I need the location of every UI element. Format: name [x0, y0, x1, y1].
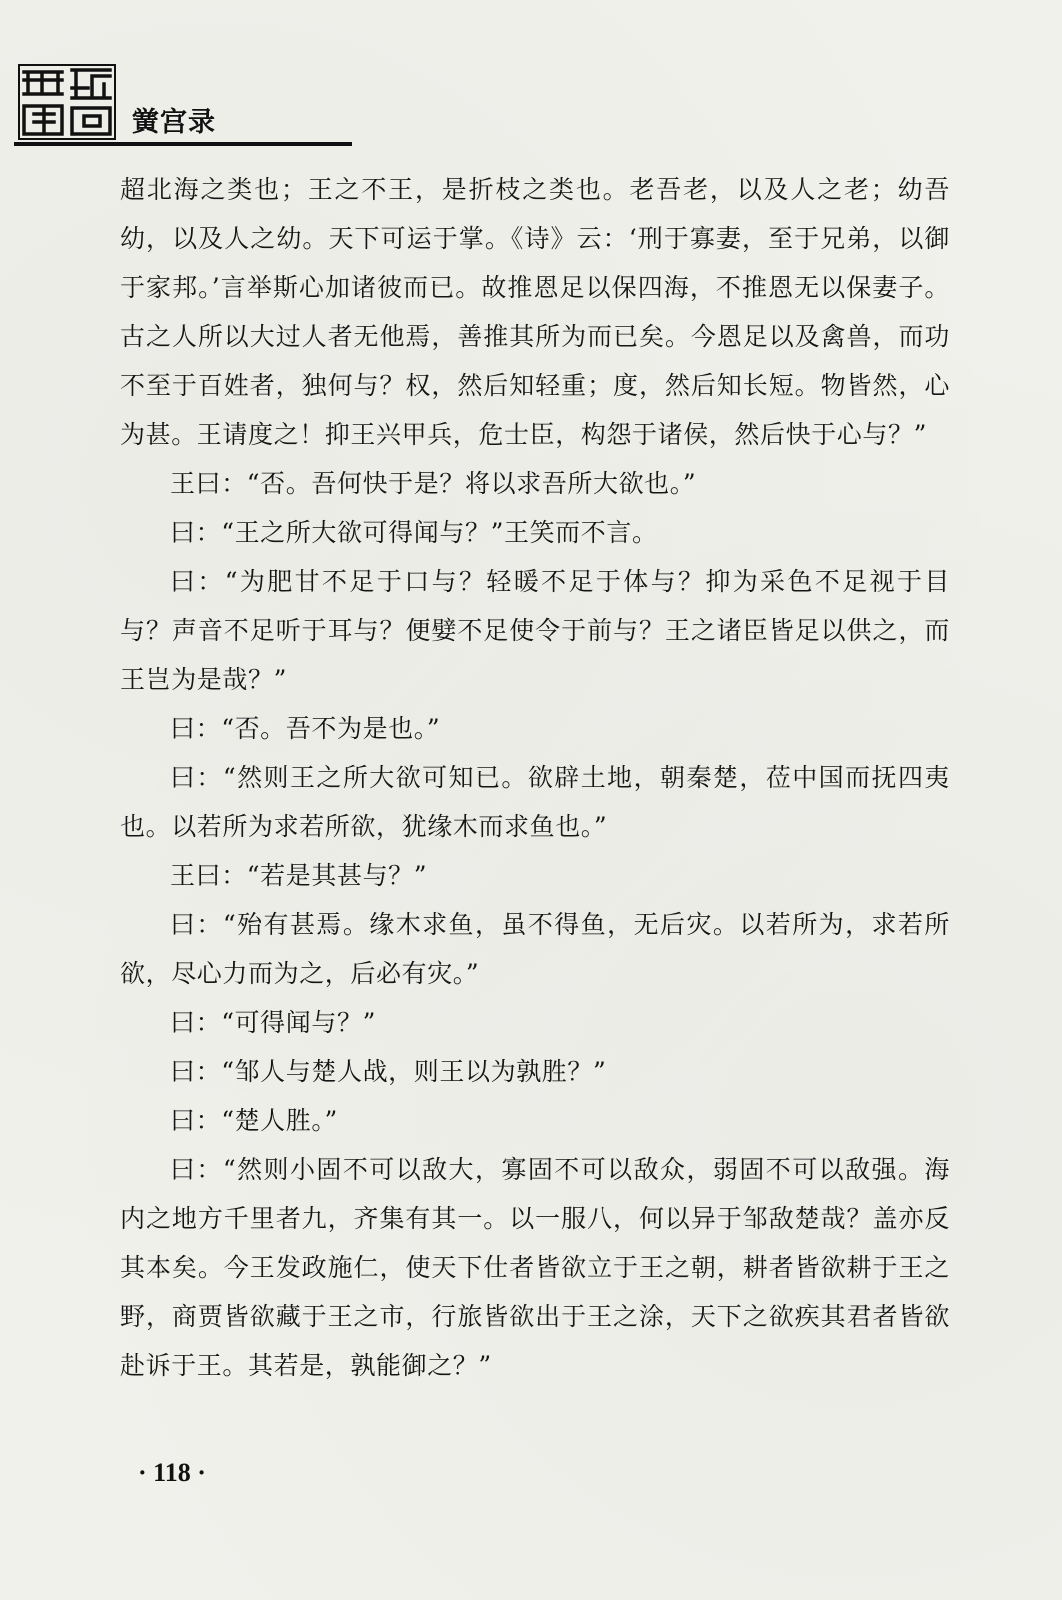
paragraph: 曰：“然则小固不可以敌大，寡固不可以敌众，弱固不可以敌强。海内之地方千里者九，齐集有其一。以一服八，何以异于邹敌楚哉？盖亦反其本矣。今王发政施仁，使天下仕者皆欲立于王之朝，耕者皆欲耕于王之野，商贾皆欲藏于王之市，行旅皆欲出于王之涂，天下之欲疾其君者皆欲赴诉于王。其若是，孰能御之？” [120, 1155, 950, 1380]
running-title: 黉宫录 [132, 107, 216, 138]
paragraph: 曰：“为肥甘不足于口与？轻暖不足于体与？抑为采色不足视于目与？声音不足听于耳与？便嬖不足使令于前与？王之诸臣皆足以供之，而王岂为是哉？” [120, 567, 950, 694]
page-header [14, 58, 352, 150]
header-rule [14, 142, 352, 146]
page-number: · 118 · [138, 1458, 206, 1487]
paragraph: 曰：“邹人与楚人战，则王以为孰胜？” [170, 1057, 607, 1086]
paragraph: 曰：“否。吾不为是也。” [170, 714, 441, 743]
paragraph: 曰：“然则王之所大欲可知已。欲辟土地，朝秦楚，莅中国而抚四夷也。以若所为求若所欲，犹缘木而求鱼也。” [120, 763, 950, 841]
seal-logo-icon [18, 64, 116, 140]
paragraph: 王曰：“否。吾何快于是？将以求吾所大欲也。” [170, 469, 697, 498]
paragraph: 曰：“王之所大欲可得闻与？”王笑而不言。 [170, 518, 658, 547]
paragraph: 曰：“楚人胜。” [170, 1106, 338, 1135]
paragraph: 曰：“殆有甚焉。缘木求鱼，虽不得鱼，无后灾。以若所为，求若所欲，尽心力而为之，后必有灾。” [120, 910, 950, 988]
body-text [120, 165, 950, 1390]
paragraph: 超北海之类也；王之不王，是折枝之类也。老吾老，以及人之老；幼吾幼，以及人之幼。天下可运于掌。《诗》云：‘刑于寡妻，至于兄弟，以御于家邦。’言举斯心加诸彼而已。故推恩足以保四海，不推恩无以保妻子。古之人所以大过人者无他焉，善推其所为而已矣。今恩足以及禽兽，而功不至于百姓者，独何与？权，然后知轻重；度，然后知长短。物皆然，心为甚。王请度之！抑王兴甲兵，危士臣，构怨于诸侯，然后快于心与？” [120, 175, 950, 449]
paragraph: 王曰：“若是其甚与？” [170, 861, 428, 890]
paragraph: 曰：“可得闻与？” [170, 1008, 376, 1037]
